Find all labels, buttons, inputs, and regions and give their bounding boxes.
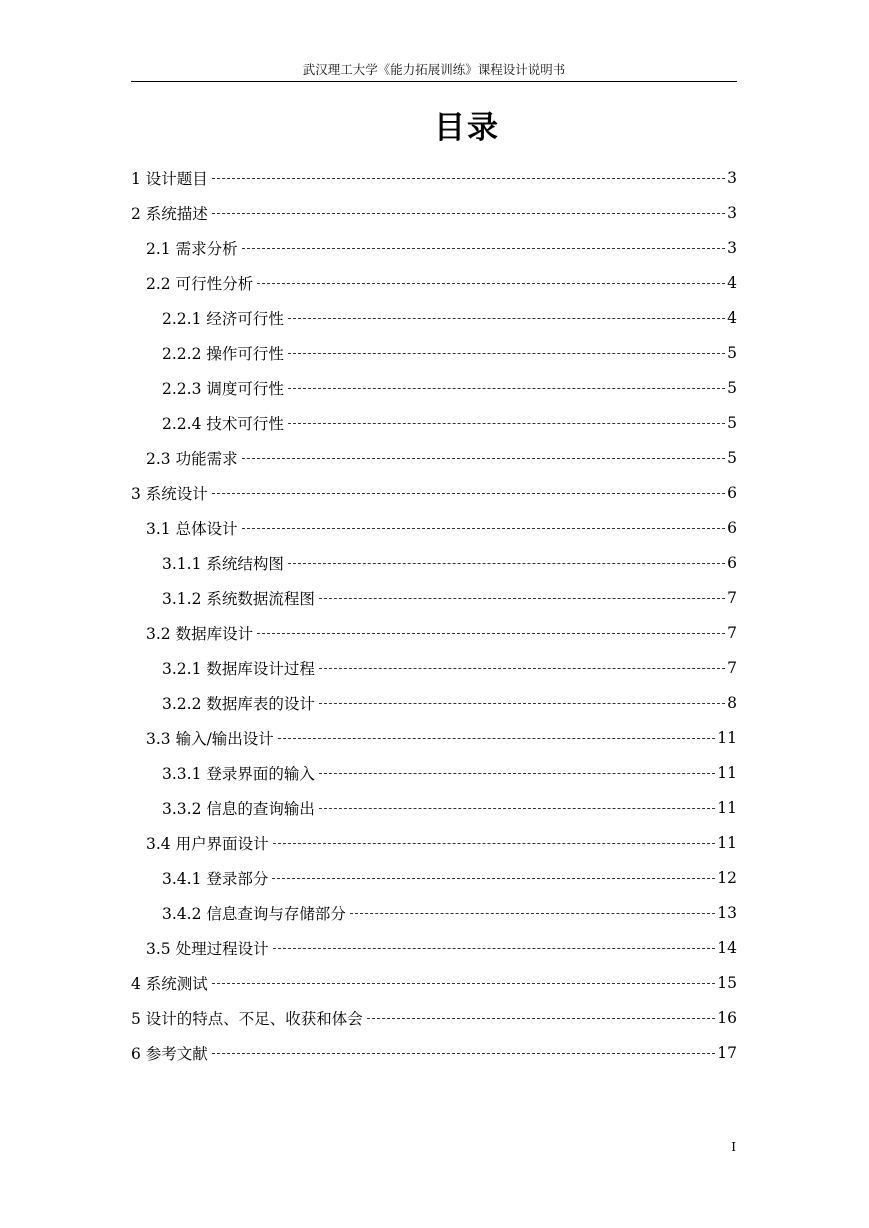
- toc-entry-page: 13: [717, 903, 737, 922]
- toc-entry-page: 14: [717, 938, 737, 957]
- toc-entry-page: 16: [717, 1008, 737, 1027]
- toc-entry-label: 2.3 功能需求: [146, 449, 238, 468]
- toc-entry-page: 15: [717, 973, 737, 992]
- toc-entry-page: 5: [727, 448, 737, 467]
- table-of-contents: [131, 160, 737, 1070]
- toc-entry-page: 11: [717, 833, 737, 852]
- toc-leader: [367, 1018, 715, 1019]
- toc-entry[interactable]: [131, 895, 737, 930]
- toc-entry-page: 11: [717, 798, 737, 817]
- toc-leader: [272, 878, 715, 879]
- toc-entry-label: 6 参考文献: [131, 1044, 208, 1063]
- toc-entry-label: 2.1 需求分析: [146, 239, 238, 258]
- toc-entry[interactable]: [131, 965, 737, 1000]
- toc-entry-page: 4: [727, 308, 737, 327]
- toc-entry-page: 5: [727, 378, 737, 397]
- toc-entry-label: 3.4.2 信息查询与存储部分: [162, 904, 346, 923]
- toc-entry[interactable]: [131, 615, 737, 650]
- toc-entry-page: 3: [727, 168, 737, 187]
- toc-leader: [242, 528, 726, 529]
- toc-entry[interactable]: [131, 685, 737, 720]
- page-number: I: [731, 1140, 736, 1154]
- toc-leader: [212, 493, 725, 494]
- toc-entry[interactable]: [131, 265, 737, 300]
- toc-leader: [319, 598, 725, 599]
- toc-entry-page: 8: [727, 693, 737, 712]
- toc-entry-label: 3.4 用户界面设计: [146, 834, 269, 853]
- toc-leader: [278, 738, 715, 739]
- toc-title: 目录: [434, 110, 500, 146]
- toc-leader: [319, 668, 725, 669]
- toc-leader: [288, 388, 725, 389]
- toc-leader: [288, 318, 725, 319]
- toc-leader: [257, 283, 725, 284]
- toc-entry-page: 7: [727, 588, 737, 607]
- toc-entry-page: 7: [727, 623, 737, 642]
- toc-entry-page: 12: [717, 868, 737, 887]
- toc-leader: [273, 948, 716, 949]
- toc-entry-page: 3: [727, 203, 737, 222]
- toc-leader: [319, 773, 715, 774]
- toc-entry-label: 3.4.1 登录部分: [162, 869, 269, 888]
- toc-entry-label: 3.2 数据库设计: [146, 624, 254, 643]
- toc-entry-page: 6: [727, 483, 737, 502]
- toc-entry[interactable]: [131, 650, 737, 685]
- toc-entry-label: 1 设计题目: [131, 169, 208, 188]
- toc-entry[interactable]: [131, 195, 737, 230]
- toc-entry[interactable]: [131, 790, 737, 825]
- toc-entry-page: 17: [717, 1043, 737, 1062]
- page-header: 武汉理工大学《能力拓展训练》课程设计说明书: [302, 62, 566, 77]
- toc-entry-label: 3.3.2 信息的查询输出: [162, 799, 315, 818]
- toc-entry-label: 3.1.1 系统结构图: [162, 554, 284, 573]
- toc-leader: [273, 843, 716, 844]
- toc-leader: [288, 423, 725, 424]
- toc-entry-label: 3 系统设计: [131, 484, 208, 503]
- toc-entry[interactable]: [131, 720, 737, 755]
- toc-entry-label: 3.2.1 数据库设计过程: [162, 659, 315, 678]
- toc-entry-page: 6: [727, 518, 737, 537]
- toc-leader: [212, 213, 725, 214]
- toc-entry[interactable]: [131, 230, 737, 265]
- toc-entry-page: 7: [727, 658, 737, 677]
- toc-leader: [350, 913, 715, 914]
- toc-entry-page: 11: [717, 763, 737, 782]
- toc-entry[interactable]: [131, 510, 737, 545]
- header-rule: [131, 81, 737, 82]
- toc-leader: [257, 633, 725, 634]
- toc-entry[interactable]: [131, 160, 737, 195]
- toc-entry-label: 2.2 可行性分析: [146, 274, 254, 293]
- toc-entry-page: 11: [717, 728, 737, 747]
- toc-entry-label: 3.3.1 登录界面的输入: [162, 764, 315, 783]
- toc-leader: [212, 178, 725, 179]
- toc-leader: [242, 248, 726, 249]
- toc-entry[interactable]: [131, 755, 737, 790]
- toc-leader: [319, 808, 715, 809]
- toc-entry-page: 4: [727, 273, 737, 292]
- toc-entry-page: 5: [727, 343, 737, 362]
- toc-entry-label: 4 系统测试: [131, 974, 208, 993]
- toc-leader: [288, 563, 725, 564]
- toc-entry[interactable]: [131, 930, 737, 965]
- toc-leader: [319, 703, 725, 704]
- toc-entry[interactable]: [131, 300, 737, 335]
- toc-entry[interactable]: [131, 475, 737, 510]
- toc-entry-label: 3.2.2 数据库表的设计: [162, 694, 315, 713]
- toc-leader: [212, 983, 715, 984]
- toc-entry[interactable]: [131, 440, 737, 475]
- toc-leader: [212, 1053, 715, 1054]
- toc-entry[interactable]: [131, 335, 737, 370]
- toc-entry[interactable]: [131, 370, 737, 405]
- toc-entry-label: 2.2.1 经济可行性: [162, 309, 284, 328]
- toc-entry-page: 3: [727, 238, 737, 257]
- toc-entry-label: 2.2.2 操作可行性: [162, 344, 284, 363]
- toc-entry[interactable]: [131, 405, 737, 440]
- toc-entry-label: 5 设计的特点、不足、收获和体会: [131, 1009, 363, 1028]
- toc-entry-page: 5: [727, 413, 737, 432]
- toc-entry-label: 2.2.3 调度可行性: [162, 379, 284, 398]
- toc-entry[interactable]: [131, 825, 737, 860]
- toc-entry-label: 3.3 输入/输出设计: [146, 729, 274, 748]
- toc-entry[interactable]: [131, 545, 737, 580]
- toc-entry[interactable]: [131, 1000, 737, 1035]
- toc-entry-label: 3.1 总体设计: [146, 519, 238, 538]
- toc-entry-label: 3.5 处理过程设计: [146, 939, 269, 958]
- toc-entry-label: 2.2.4 技术可行性: [162, 414, 284, 433]
- toc-entry-label: 3.1.2 系统数据流程图: [162, 589, 315, 608]
- toc-entry[interactable]: [131, 580, 737, 615]
- toc-entry-page: 6: [727, 553, 737, 572]
- toc-entry[interactable]: [131, 1035, 737, 1070]
- toc-entry-label: 2 系统描述: [131, 204, 208, 223]
- toc-entry[interactable]: [131, 860, 737, 895]
- toc-leader: [242, 458, 726, 459]
- toc-leader: [288, 353, 725, 354]
